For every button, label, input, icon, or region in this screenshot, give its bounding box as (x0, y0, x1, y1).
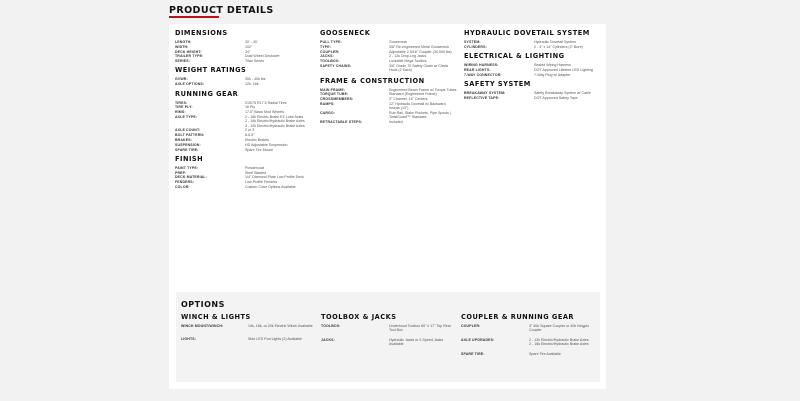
spec-row (321, 338, 456, 347)
spec-value (245, 40, 315, 44)
spec-value (389, 102, 457, 111)
spec-value (534, 73, 599, 77)
spec-value-line: Low-Profile Fenders (245, 180, 278, 185)
spec-list (464, 91, 599, 100)
spec-value-line: 3 - 12k Electric/Hydraulic Brake Axles (245, 123, 305, 128)
spec-value-line: DOT Approved Lifetime LED Lighting (534, 67, 593, 72)
options-column-winch-lights (181, 313, 316, 341)
spec-label: TORQUE TUBE: (320, 92, 349, 97)
spec-list (175, 166, 315, 189)
spec-label: FENDERS: (175, 180, 195, 185)
spec-row (461, 324, 596, 333)
spec-value-line: Hydraulic Jacks or 2-Speed Jacks Available (389, 338, 444, 347)
spec-row (461, 338, 596, 347)
spec-value (389, 92, 457, 96)
spec-value (245, 45, 315, 49)
spec-value-line: 2 or 3 (245, 128, 255, 133)
spec-value (389, 324, 456, 333)
spec-label: BREAKAWAY SYSTEM: (464, 90, 506, 95)
spec-label: RETRACTABLE STEPS: (320, 120, 363, 125)
spec-row (175, 133, 315, 137)
spec-value (245, 175, 315, 179)
title-underline (169, 16, 219, 18)
section-title-safety-system: SAFETY SYSTEM (464, 79, 531, 88)
spec-label: CYLINDERS: (464, 44, 487, 49)
spec-label: LENGTH: (175, 40, 192, 44)
spec-value-line: 2 - 16k Electric/Hydraulic Brake Axles (529, 342, 589, 347)
spec-label: AXLE COUNT: (175, 128, 201, 133)
spec-list (175, 77, 315, 86)
spec-row (175, 101, 315, 105)
spec-value-line: 2 - 16k Electric/Hydraulic Brake Axles (245, 119, 305, 124)
section-title-gooseneck: GOOSENECK (320, 29, 371, 37)
spec-value (534, 40, 599, 44)
spec-label: SAFETY CHAINS: (320, 63, 352, 68)
spec-value (245, 166, 315, 170)
spec-label: WIRING HARNESS: (464, 63, 499, 68)
spec-row (461, 352, 596, 356)
spec-value (389, 64, 457, 73)
spec-row (181, 324, 316, 328)
spec-value (245, 101, 315, 105)
spec-value (389, 54, 457, 58)
column-left (175, 29, 315, 189)
spec-list (321, 324, 456, 347)
spec-value-line: Spare Tire Mount (245, 147, 273, 152)
spec-label: BRAKES: (175, 137, 192, 142)
spec-label: PAINT TYPE: (175, 165, 199, 170)
spec-value (389, 111, 457, 120)
spec-value-line: Rub Rail, Stake Pockets, Pipe Spools | TwistGuard™ Standard (389, 111, 451, 120)
spec-value (245, 77, 315, 81)
spec-row (320, 40, 457, 44)
spec-row (175, 180, 315, 184)
spec-list (175, 101, 315, 152)
spec-value-line: 3" Channel, 16" Centers (389, 97, 428, 102)
spec-value (389, 50, 457, 54)
spec-value (534, 91, 599, 95)
spec-list (181, 324, 316, 341)
spec-row (464, 68, 599, 72)
spec-value (245, 128, 315, 132)
spec-value (245, 105, 315, 109)
spec-value-line: 2 - 16k Electric Brake EZ Lube Axles (245, 114, 304, 119)
spec-value (529, 324, 596, 333)
spec-value-line: Underhood Toolbox 60" x 17" Top Rear Tool Box (389, 324, 451, 333)
spec-value-line: Dual Wheel Deckover (245, 54, 280, 59)
spec-value (245, 143, 315, 147)
spec-value-line: Powdercoat (245, 165, 264, 170)
spec-value-line: Hydraulic Dovetail System (534, 40, 576, 44)
spec-value-line: 14k, 16k, or 20k Electric Winch Available (248, 324, 313, 328)
spec-row (320, 54, 457, 58)
section-title-coupler-running-gear: COUPLER & RUNNING GEAR (461, 313, 575, 321)
spec-value (389, 97, 457, 101)
spec-label: TOOLBOX: (320, 59, 340, 64)
column-middle (320, 29, 457, 124)
spec-list (320, 88, 457, 125)
spec-label: DECK MATERIAL: (175, 175, 207, 180)
spec-value (245, 115, 315, 128)
spec-label: SPARE TIRE: (461, 352, 485, 357)
spec-row (320, 45, 457, 49)
column-right (464, 29, 599, 100)
spec-value-line: 2 - 4" x 14" Cylinders (2" Bore) (534, 44, 583, 49)
spec-value-line: Standard (Engineered Frame) (389, 92, 437, 97)
spec-value (389, 59, 457, 63)
spec-row (320, 102, 457, 111)
section-title-toolbox-jacks: TOOLBOX & JACKS (321, 313, 397, 321)
spec-label: REFLECTIVE TAPE: (464, 95, 500, 100)
options-column-coupler-running-gear (461, 313, 596, 356)
spec-label: COUPLER: (320, 49, 340, 54)
spec-label: SYSTEM: (464, 40, 481, 44)
spec-label: AXLE UPGRADES: (461, 338, 495, 343)
section-title-weight-ratings: WEIGHT RATINGS (175, 66, 247, 75)
spec-row (320, 92, 457, 96)
spec-label: PULL TYPE: (320, 40, 342, 44)
spec-label: WIDTH: (175, 44, 189, 49)
spec-row (320, 88, 457, 92)
spec-label: LIGHTS: (181, 336, 197, 341)
spec-row (175, 40, 315, 44)
spec-row (175, 175, 315, 179)
spec-value-line: 3/8" Re-engineered Metal Gooseneck (389, 44, 450, 49)
spec-value-line: Engineered Beam Frame w/ Torque Tubes (389, 87, 457, 92)
spec-row (320, 59, 457, 63)
spec-label: COUPLER: (461, 324, 481, 328)
spec-value (534, 45, 599, 49)
spec-value (389, 88, 457, 92)
spec-list (175, 40, 315, 63)
spec-label: REAR LIGHTS: (464, 67, 491, 72)
spec-value (534, 68, 599, 72)
spec-value-line: Spare Tire Available (529, 352, 561, 357)
section-title-finish: FINISH (175, 154, 204, 163)
spec-value (245, 110, 315, 114)
spec-value-line: 2 - 12k Drop-Leg Jacks (389, 54, 427, 59)
spec-row (175, 50, 315, 54)
spec-value-line: HD Adjustable Suspension (245, 142, 288, 147)
spec-row (320, 111, 457, 120)
spec-value-line: 12" Hydraulic Dovetail w/ Backward Inserts (13") (389, 101, 446, 111)
spec-row (175, 105, 315, 109)
spec-list (464, 63, 599, 77)
spec-value-line: 7-Way Plug w/ Adapter (534, 72, 571, 77)
spec-label: SPARE TIRE: (175, 147, 199, 152)
spec-row (175, 45, 315, 49)
spec-row (175, 54, 315, 58)
spec-label: COLOR: (175, 185, 190, 190)
spec-label: TOOLBOX: (321, 324, 341, 328)
spec-value-line: 215/75 R17.5 Radial Tires (245, 100, 287, 105)
spec-label: CROSSMEMBERS: (320, 97, 354, 102)
spec-value-line: Titan Series (245, 59, 265, 64)
spec-row (175, 185, 315, 189)
spec-row (464, 63, 599, 67)
spec-row (321, 324, 456, 333)
spec-value-line: 3" 40k Square Coupler or 40k Kingpin Coupler (529, 324, 590, 333)
spec-value-line: 2 - 12k Electric/Hydraulic Brake Axles (529, 338, 589, 343)
spec-label: JACKS: (321, 338, 335, 343)
spec-value-line: 3/8" Grade 70 Safety Chain w/ Clevis Hook (2 Each) (389, 63, 449, 73)
spec-row (320, 64, 457, 73)
spec-label: MAIN FRAME: (320, 87, 346, 92)
spec-value-line: Sealed Wiring Harness (534, 63, 571, 68)
spec-value (245, 138, 315, 142)
spec-value (248, 324, 316, 328)
spec-value (248, 337, 316, 341)
spec-value (245, 148, 315, 152)
section-title-hydraulic-dovetail: HYDRAULIC DOVETAIL SYSTEM (464, 29, 590, 37)
spec-row (464, 96, 599, 100)
spec-row (175, 143, 315, 147)
spec-value (245, 180, 315, 184)
spec-label: AXLE TYPE: (175, 114, 198, 119)
spec-row (175, 128, 315, 132)
spec-row (320, 120, 457, 124)
spec-row (181, 337, 316, 341)
spec-row (175, 77, 315, 81)
spec-row (175, 171, 315, 175)
spec-value (389, 40, 457, 44)
spec-label: TRAILER TYPE: (175, 54, 204, 59)
spec-value (389, 338, 456, 347)
spec-label: DECK HEIGHT: (175, 49, 202, 54)
spec-value-line: Safety Breakaway System w/ Cable (534, 90, 591, 95)
spec-value (529, 338, 596, 347)
options-title: OPTIONS (181, 300, 225, 309)
spec-value-line: 17.5" Black Mod Wheels (245, 110, 285, 115)
spec-list (320, 40, 457, 73)
spec-row (320, 97, 457, 101)
spec-label: PREP: (175, 170, 187, 175)
section-title-winch-lights: WINCH & LIGHTS (181, 313, 251, 321)
section-title-running-gear: RUNNING GEAR (175, 89, 239, 98)
section-title-electrical-lighting: ELECTRICAL & LIGHTING (464, 52, 565, 61)
spec-row (464, 40, 599, 44)
spec-label: SUSPENSION: (175, 142, 201, 147)
spec-value (534, 63, 599, 67)
spec-row (175, 82, 315, 86)
spec-row (175, 110, 315, 114)
spec-label: RIMS: (175, 110, 186, 115)
spec-value-line: 8-6.5" (245, 133, 255, 138)
options-column-toolbox-jacks (321, 313, 456, 347)
spec-row (320, 50, 457, 54)
spec-value-line: Electric Brakes (245, 137, 269, 142)
spec-label: AXLE OPTIONS: (175, 82, 205, 87)
spec-value (245, 82, 315, 86)
spec-label: RAMPS: (320, 101, 335, 106)
spec-value (245, 54, 315, 58)
spec-row (175, 59, 315, 63)
page-title: PRODUCT DETAILS (169, 5, 274, 16)
spec-value-line: 30' - 40' (245, 40, 258, 44)
spec-label: JACKS: (320, 54, 334, 59)
spec-value (245, 171, 315, 175)
spec-label: TIRES: (175, 100, 188, 105)
spec-value-line: Adjustable 2 5/16" Coupler (30,000 lbs) (389, 49, 452, 54)
spec-value (389, 120, 457, 124)
spec-value (389, 45, 457, 49)
spec-label: SERIES: (175, 59, 191, 64)
spec-value-line: Steel Blasted (245, 170, 267, 175)
spec-row (175, 138, 315, 142)
spec-value (529, 352, 596, 356)
section-title-frame-construction: FRAME & CONSTRUCTION (320, 76, 425, 85)
spec-value-line: 12k, 16k (245, 82, 259, 87)
spec-value (245, 59, 315, 63)
spec-label: BOLT PATTERN: (175, 133, 205, 138)
spec-value-line: 30k - 40k lbs (245, 77, 266, 82)
spec-label: TIRE PLY: (175, 105, 193, 110)
spec-value-line: DOT Approved Safety Tape (534, 95, 578, 100)
spec-row (464, 73, 599, 77)
spec-label: CARGO: (320, 111, 336, 116)
spec-label: GVWR: (175, 77, 188, 82)
spec-value-line: Included (389, 120, 403, 125)
spec-value (245, 133, 315, 137)
spec-value-line: 1/4" Diamond Plate Low Profile Deck (245, 175, 304, 180)
spec-value-line: 102" (245, 44, 253, 49)
spec-value-line: 16 Ply (245, 105, 255, 110)
spec-value-line: Custom Color Options Available (245, 185, 296, 190)
spec-row (175, 115, 315, 128)
spec-value-line: Side LED Pod Lights (2) Available (248, 336, 302, 341)
spec-label: TYPE: (320, 44, 332, 49)
section-title-dimensions: DIMENSIONS (175, 29, 228, 37)
spec-value-line: 34" (245, 49, 251, 54)
spec-value-line: Gooseneck (389, 40, 408, 44)
spec-list (461, 324, 596, 356)
spec-value (245, 50, 315, 54)
spec-value (534, 96, 599, 100)
spec-value-line: Lockable Mega Toolbox (389, 59, 427, 64)
spec-row (464, 45, 599, 49)
spec-row (464, 91, 599, 95)
spec-row (175, 148, 315, 152)
spec-label: 7-WAY CONNECTOR: (464, 72, 502, 77)
spec-value (245, 185, 315, 189)
spec-label: WINCH MOUNT/WINCH: (181, 324, 224, 328)
spec-row (175, 166, 315, 170)
spec-list (464, 40, 599, 49)
